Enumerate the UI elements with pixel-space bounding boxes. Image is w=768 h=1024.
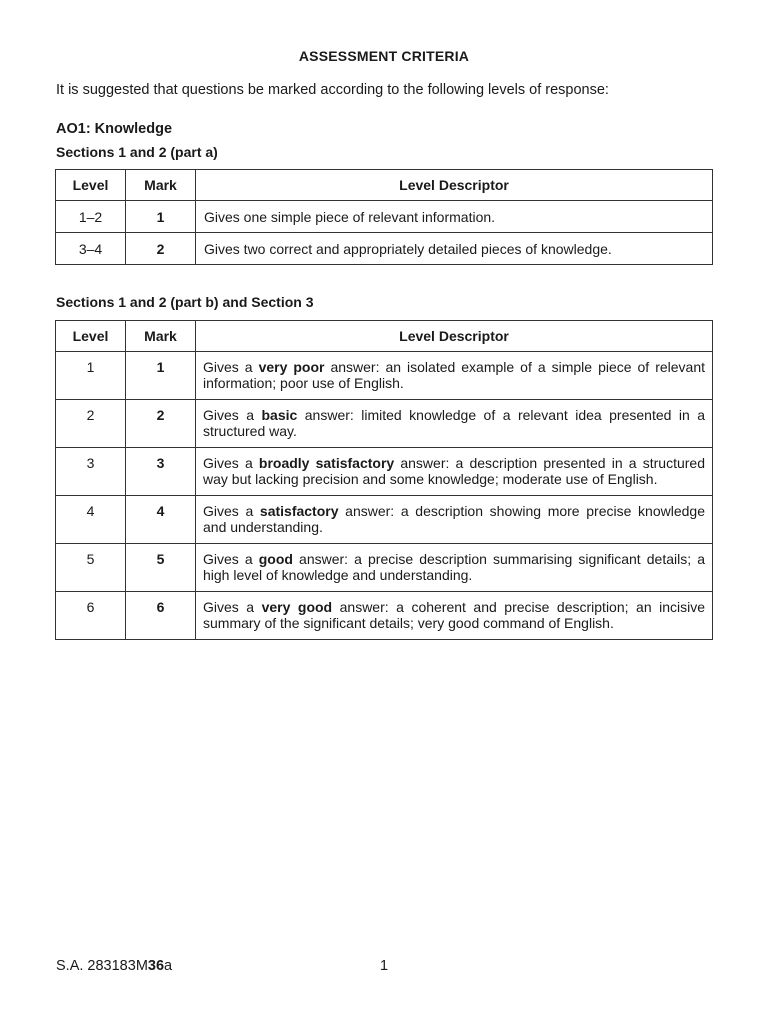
descriptor-text: Gives a	[203, 407, 262, 423]
cell-descriptor	[196, 544, 713, 592]
descriptor-emphasis: very poor	[258, 359, 325, 375]
table1-heading: Sections 1 and 2 (part a)	[56, 144, 218, 160]
intro-text: It is suggested that questions be marked according to the following levels of response:	[56, 82, 609, 98]
cell-level: 3	[56, 448, 126, 496]
table-row	[56, 233, 713, 265]
cell-descriptor	[196, 352, 713, 400]
descriptor-text: answer: a coherent and precise description; an incisive summary of the significant details; very good command of English.	[203, 599, 706, 631]
cell-level: 5	[56, 544, 126, 592]
descriptor-text: answer: a description showing more precise knowledge and understanding.	[203, 503, 705, 535]
table-row	[56, 544, 713, 592]
cell-descriptor	[196, 592, 713, 640]
cell-mark: 4	[126, 496, 196, 544]
criteria-table-part-b	[55, 320, 713, 640]
cell-descriptor: Gives two correct and appropriately detailed pieces of knowledge.	[196, 233, 713, 265]
cell-level: 3–4	[56, 233, 126, 265]
header-level: Level	[56, 170, 126, 201]
descriptor-text: answer: a precise description summarising significant details; a high level of knowledge and understanding.	[203, 551, 705, 583]
descriptor-text: Gives a	[203, 359, 259, 375]
document-code-bold: 36	[147, 958, 165, 974]
descriptor-emphasis: satisfactory	[259, 503, 339, 519]
header-level: Level	[56, 321, 126, 352]
cell-mark: 5	[126, 544, 196, 592]
cell-descriptor	[196, 448, 713, 496]
table-row	[56, 496, 713, 544]
header-descriptor: Level Descriptor	[196, 321, 713, 352]
cell-mark: 1	[126, 352, 196, 400]
table-header-row	[56, 321, 713, 352]
cell-level: 1–2	[56, 201, 126, 233]
descriptor-emphasis: basic	[261, 407, 298, 423]
cell-descriptor	[196, 400, 713, 448]
page-title: ASSESSMENT CRITERIA	[298, 48, 470, 64]
descriptor-text: Gives a	[203, 599, 262, 615]
table-row	[56, 448, 713, 496]
descriptor-text: answer: a description presented in a structured way but lacking precision and some knowledge; moderate use of English.	[203, 455, 705, 487]
header-descriptor: Level Descriptor	[196, 170, 713, 201]
descriptor-emphasis: very good	[261, 599, 333, 615]
table-row	[56, 592, 713, 640]
descriptor-text: Gives a	[203, 551, 259, 567]
cell-descriptor	[196, 496, 713, 544]
descriptor-emphasis: broadly satisfactory	[258, 455, 395, 471]
descriptor-text: Gives a	[203, 503, 260, 519]
criteria-table-part-a	[55, 169, 713, 265]
document-code	[56, 958, 172, 974]
table-row	[56, 352, 713, 400]
header-mark: Mark	[126, 321, 196, 352]
table-row	[56, 201, 713, 233]
cell-level: 1	[56, 352, 126, 400]
cell-mark: 3	[126, 448, 196, 496]
table2-heading: Sections 1 and 2 (part b) and Section 3	[56, 294, 314, 310]
header-mark: Mark	[126, 170, 196, 201]
document-code-suffix: a	[164, 958, 173, 974]
cell-mark: 2	[126, 400, 196, 448]
cell-descriptor: Gives one simple piece of relevant information.	[196, 201, 713, 233]
ao1-heading: AO1: Knowledge	[56, 121, 173, 137]
descriptor-emphasis: good	[258, 551, 293, 567]
document-code-prefix: S.A. 283183M	[56, 958, 148, 974]
cell-mark: 1	[126, 201, 196, 233]
descriptor-text: answer: limited knowledge of a relevant idea presented in a structured way.	[203, 407, 706, 439]
table-row	[56, 400, 713, 448]
page-number: 1	[380, 958, 389, 974]
cell-level: 4	[56, 496, 126, 544]
cell-level: 6	[56, 592, 126, 640]
cell-level: 2	[56, 400, 126, 448]
table-header-row	[56, 170, 713, 201]
cell-mark: 6	[126, 592, 196, 640]
cell-mark: 2	[126, 233, 196, 265]
descriptor-text: Gives a	[203, 455, 259, 471]
descriptor-text: answer: an isolated example of a simple piece of relevant information; poor use of English.	[203, 359, 705, 391]
